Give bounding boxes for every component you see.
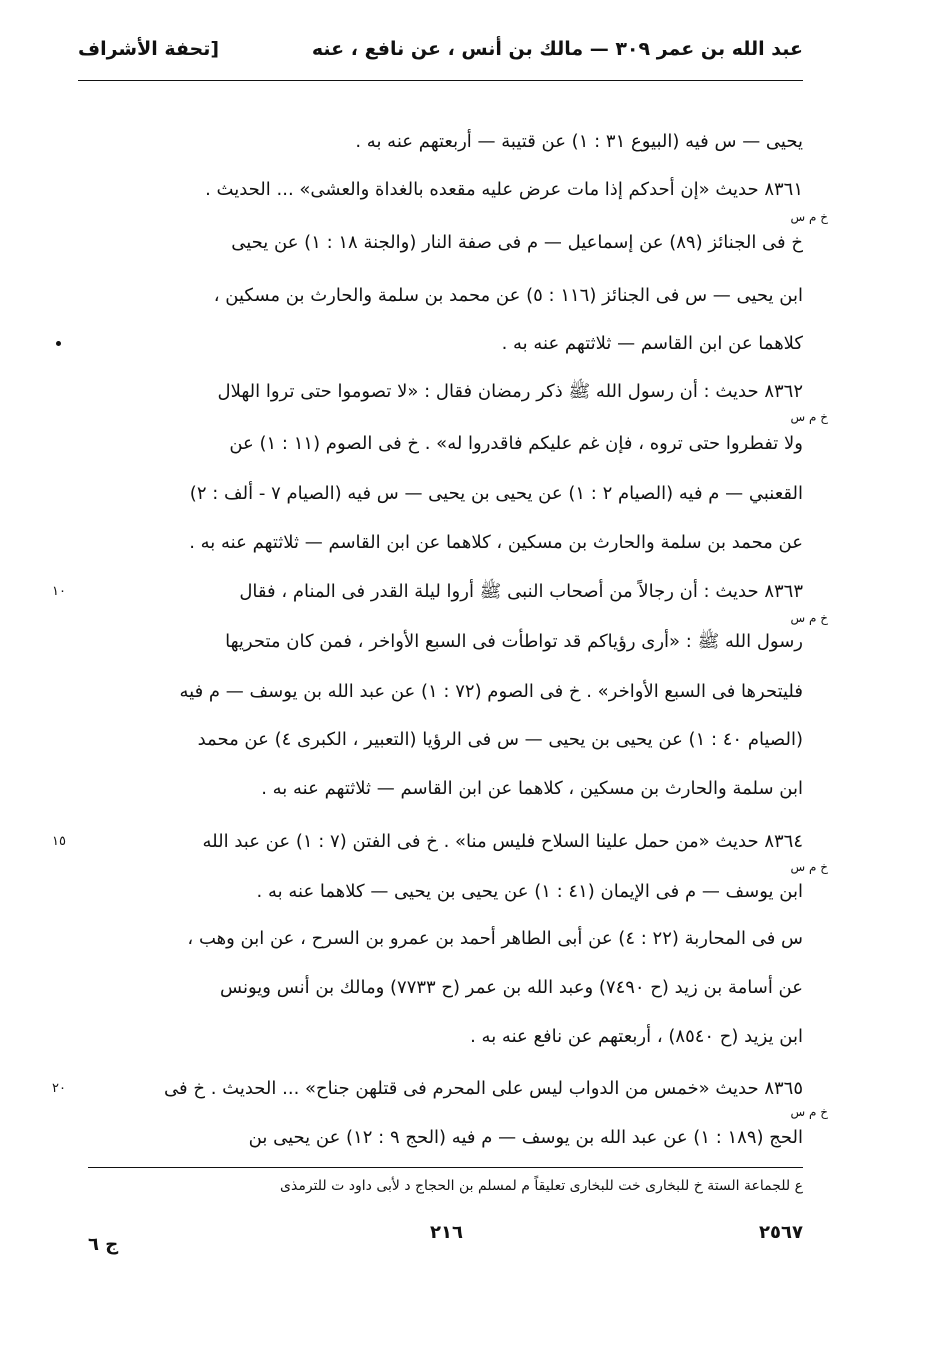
text-line: (الصيام ٤٠ : ١) عن يحيى بن يحيى — س فى الرؤيا (التعبير ، الكبرى ٤) عن محمد: [197, 729, 803, 750]
sigla-8361: خ م س: [790, 210, 828, 224]
hadith-8363-line: ٨٣٦٣ حديث : أن رجالاً من أصحاب النبى ﷺ أروا ليلة القدر فى المنام ، فقال: [239, 581, 803, 602]
text-line: رسول الله ﷺ : «أرى رؤياكم قد تواطأت فى السبع الأواخر ، فمن كان متحريها: [225, 631, 803, 652]
header-divider: [78, 80, 803, 81]
sigla-8363: خ م س: [790, 611, 828, 625]
sigla-8365: خ م س: [790, 1105, 828, 1119]
text-line: عن أسامة بن زيد (ح ٧٤٩٠) وعبد الله بن عمر (ح ٧٧٣٣) ومالك بن أنس ويونس: [220, 977, 803, 998]
text-line: خ فى الجنائز (٨٩) عن إسماعيل — م فى صفة النار (والجنة ١٨ : ١) عن يحيى: [231, 232, 803, 253]
hadith-8365-line: ٨٣٦٥ حديث «خمس من الدواب ليس على المحرم فى قتلهن جناح» ... الحديث . خ فى: [164, 1078, 803, 1099]
text-line: ولا تفطروا حتى تروه ، فإن غم عليكم فاقدروا له» . خ فى الصوم (١١ : ١) عن: [229, 433, 803, 454]
page-header: [78, 38, 803, 78]
running-title: عبد الله بن عمر ٣٠٩ — مالك بن أنس ، عن نافع ، عنه: [311, 38, 803, 60]
book-title: [تحفة الأشراف: [78, 38, 220, 60]
footnote-divider: [88, 1167, 803, 1168]
margin-dot: [56, 341, 61, 346]
text-line: ابن يزيد (ح ٨٥٤٠) ، أربعتهم عن نافع عنه به .: [470, 1026, 803, 1047]
hadith-8364-line: ٨٣٦٤ حديث «من حمل علينا السلاح فليس منا» . خ فى الفتن (٧ : ١) عن عبد الله: [202, 831, 803, 852]
sigla-legend: ع للجماعة الستة خ للبخارى خت للبخارى تعليقاً م لمسلم بن الحجاج د لأبى داود ت للترمذى: [280, 1178, 803, 1194]
text-line: كلاهما عن ابن القاسم — ثلاثتهم عنه به .: [501, 333, 803, 354]
sigla-8362: خ م س: [790, 410, 828, 424]
text-line: يحيى — س فيه (البيوع ٣١ : ١) عن قتيبة — أربعتهم عنه به .: [355, 131, 803, 152]
text-line: س فى المحاربة (٢٢ : ٤) عن أبى الطاهر أحمد بن عمرو بن السرح ، عن ابن وهب ،: [187, 928, 803, 949]
text-line: ابن سلمة والحارث بن مسكين ، كلاهما عن ابن القاسم — ثلاثتهم عنه به .: [261, 778, 803, 799]
entry-range-number: ٢٥٦٧: [759, 1222, 803, 1243]
text-line: القعنبي — م فيه (الصيام ٢ : ١) عن يحيى بن يحيى — س فيه (الصيام ٧ - ألف : ٢): [189, 483, 803, 504]
margin-line-number: ١٠: [52, 584, 66, 599]
page-number: ٢١٦: [430, 1222, 463, 1243]
sigla-8364: خ م س: [790, 860, 828, 874]
text-line: ابن يوسف — م فى الإيمان (٤١ : ١) عن يحيى بن يحيى — كلاهما عنه به .: [256, 881, 803, 902]
text-line: فليتحرها فى السبع الأواخر» . خ فى الصوم (٧٢ : ١) عن عبد الله بن يوسف — م فيه: [179, 681, 803, 702]
text-line: الحج (١٨٩ : ١) عن عبد الله بن يوسف — م فيه (الحج ٩ : ١٢) عن يحيى بن: [248, 1127, 803, 1148]
hadith-8362-line: ٨٣٦٢ حديث : أن رسول الله ﷺ ذكر رمضان فقال : «لا تصوموا حتى تروا الهلال: [217, 381, 803, 402]
margin-line-number: ٢٠: [52, 1081, 66, 1096]
margin-line-number: ١٥: [52, 834, 66, 849]
hadith-8361-line: ٨٣٦١ حديث «إن أحدكم إذا مات عرض عليه مقعده بالغداة والعشى» ... الحديث .: [205, 179, 803, 200]
text-line: ابن يحيى — س فى الجنائز (١١٦ : ٥) عن محمد بن سلمة والحارث بن مسكين ،: [213, 285, 803, 306]
volume-number: ج ٦: [88, 1234, 119, 1255]
text-line: عن محمد بن سلمة والحارث بن مسكين ، كلاهما عن ابن القاسم — ثلاثتهم عنه به .: [189, 532, 803, 553]
